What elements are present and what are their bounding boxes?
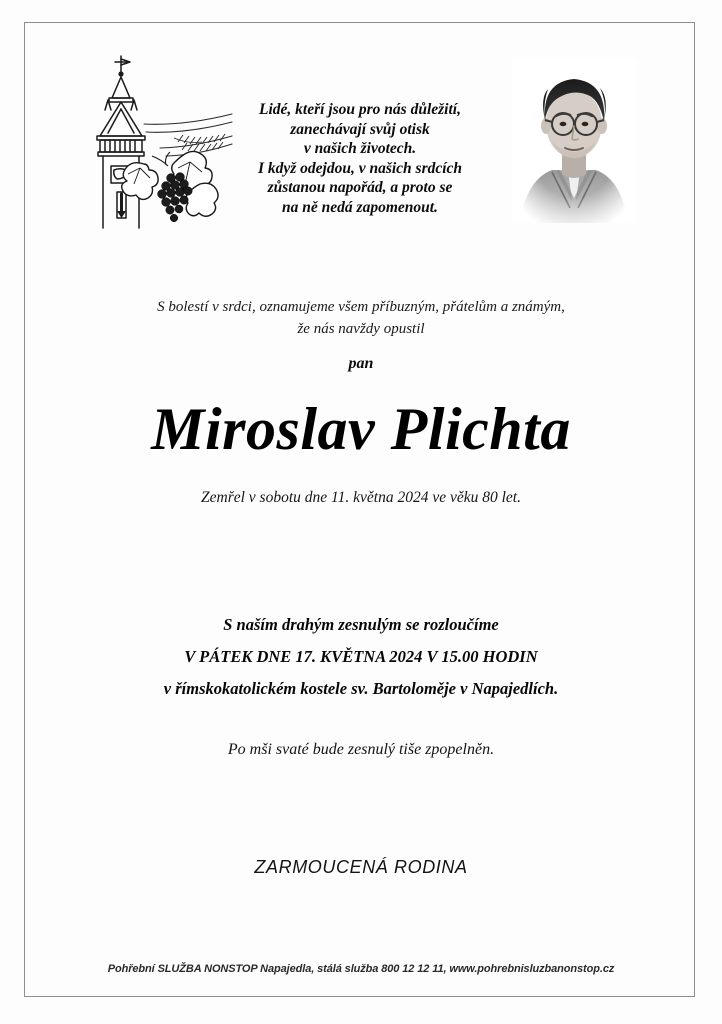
header-band	[24, 40, 695, 240]
memorial-poem	[210, 100, 510, 217]
announcement-text	[61, 296, 661, 340]
ceremony-line-2: V PÁTEK DNE 17. KVĚTNA 2024 V 15.00 HODIN	[184, 647, 538, 666]
ceremony-line-3: v římskokatolickém kostele sv. Bartoloměje v Napajedlích.	[163, 679, 559, 698]
salutation: pan	[348, 355, 374, 372]
cremation-note: Po mši svaté bude zesnulý tiše zpopelněn.	[227, 741, 495, 758]
poem-line-1: Lidé, kteří jsou pro nás důležití,	[259, 101, 461, 118]
deceased-name: Miroslav Plichta	[151, 396, 571, 462]
announcement-line-1: S bolestí v srdci, oznamujeme všem příbuzným, přátelům a známým,	[157, 299, 565, 315]
poem-line-6: na ně nedá zapomenout.	[282, 198, 438, 216]
poem-line-4: I když odejdou, v našich srdcích	[257, 159, 463, 177]
poem-line-3: v našich životech.	[303, 140, 417, 157]
poem-line-2: zanechávají svůj otisk	[290, 120, 430, 138]
family-signature: ZARMOUCENÁ RODINA	[254, 857, 468, 877]
funeral-service-footer: Pohřební SLUŽBA NONSTOP Napajedla, stálá služba 800 12 12 11, www.pohrebnisluzbanonstop.cz	[107, 963, 615, 975]
poem-line-5: zůstanou napořád, a proto se	[267, 179, 453, 196]
ceremony-details	[41, 609, 681, 705]
announcement-line-2: že nás navždy opustil	[297, 321, 425, 337]
death-date-line: Zemřel v sobotu dne 11. května 2024 ve věku 80 let.	[201, 489, 521, 506]
deceased-portrait-photo	[512, 58, 636, 223]
ceremony-line-1: S naším drahým zesnulým se rozloučíme	[223, 615, 499, 634]
